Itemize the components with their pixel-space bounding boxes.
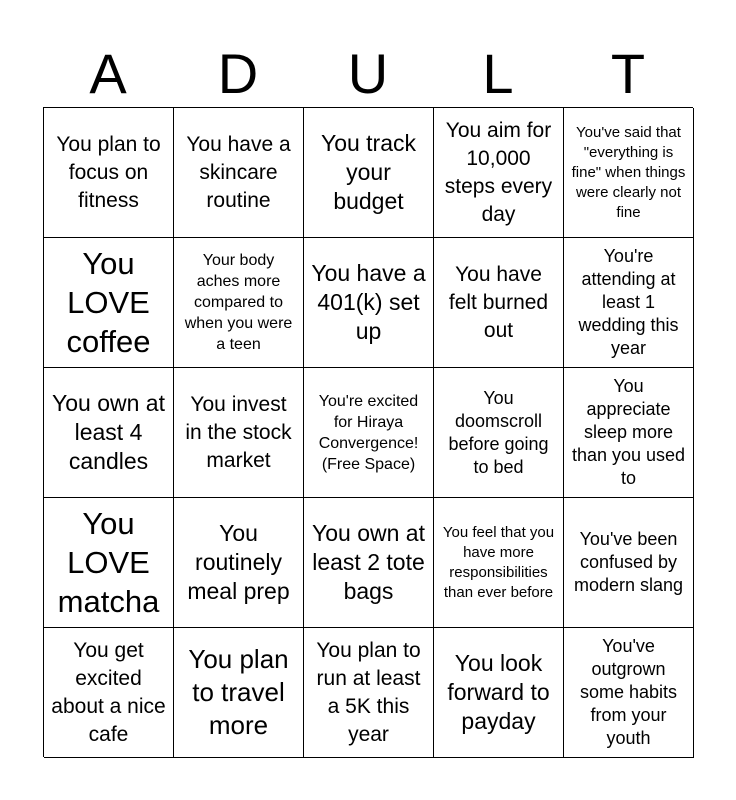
bingo-cell[interactable]: [44, 628, 174, 758]
bingo-cell[interactable]: [304, 498, 434, 628]
bingo-cell[interactable]: [434, 628, 564, 758]
bingo-cell[interactable]: [174, 238, 304, 368]
bingo-cell[interactable]: [564, 368, 694, 498]
bingo-cell[interactable]: [44, 238, 174, 368]
cell-text: You're excited for Hiraya Convergence! (Free Space): [318, 392, 419, 473]
cell-text: You appreciate sleep more than you used to: [571, 376, 686, 488]
bingo-cell[interactable]: [434, 108, 564, 238]
bingo-cell[interactable]: [564, 628, 694, 758]
bingo-cell[interactable]: [304, 238, 434, 368]
cell-text: You aim for 10,000 steps every day: [444, 118, 553, 226]
cell-text: You have a skincare routine: [186, 132, 291, 212]
cell-text: You LOVE coffee: [66, 246, 151, 359]
bingo-cell[interactable]: [304, 108, 434, 238]
cell-text: You have a 401(k) set up: [311, 260, 426, 344]
cell-text: You own at least 2 tote bags: [312, 520, 425, 604]
cell-text: Your body aches more compared to when you were a teen: [184, 252, 293, 353]
header-letter-d: D: [217, 42, 259, 105]
bingo-cell[interactable]: [44, 368, 174, 498]
header-letter-u: U: [347, 42, 389, 105]
bingo-cell[interactable]: [174, 498, 304, 628]
header-letter-a: A: [89, 42, 127, 105]
bingo-cell[interactable]: [44, 108, 174, 238]
bingo-cell[interactable]: [564, 108, 694, 238]
bingo-cell[interactable]: [44, 498, 174, 628]
bingo-cell[interactable]: [174, 368, 304, 498]
bingo-cell free-space[interactable]: [304, 368, 434, 498]
bingo-cell[interactable]: [174, 628, 304, 758]
cell-text: You plan to focus on fitness: [56, 132, 161, 212]
cell-text: You feel that you have more responsibilities than ever before: [442, 523, 555, 601]
header-letter-t: T: [610, 42, 646, 105]
cell-text: You track your budget: [320, 130, 417, 214]
cell-text: You've said that "everything is fine" when things were clearly not fine: [571, 123, 686, 221]
cell-text: You've been confused by modern slang: [573, 529, 684, 595]
bingo-header: [43, 40, 693, 108]
cell-text: You doomscroll before going to bed: [448, 387, 549, 477]
cell-text: You're attending at least 1 wedding this year: [578, 246, 679, 358]
bingo-cell[interactable]: [434, 368, 564, 498]
bingo-cell[interactable]: [304, 628, 434, 758]
cell-text: You plan to travel more: [188, 644, 289, 740]
cell-text: You plan to run at least a 5K this year: [316, 638, 421, 746]
cell-text: You look forward to payday: [447, 650, 550, 734]
bingo-cell[interactable]: [564, 238, 694, 368]
bingo-cell[interactable]: [174, 108, 304, 238]
cell-text: You get excited about a nice cafe: [51, 638, 166, 746]
cell-text: You have felt burned out: [448, 262, 549, 342]
bingo-cell[interactable]: [434, 498, 564, 628]
bingo-cell[interactable]: [564, 498, 694, 628]
header-letter-l: L: [482, 42, 514, 105]
cell-text: You own at least 4 candles: [52, 390, 165, 474]
cell-text: You've outgrown some habits from your youth: [579, 636, 678, 748]
cell-text: You LOVE matcha: [57, 506, 160, 619]
bingo-board: [43, 107, 693, 757]
cell-text: You routinely meal prep: [187, 520, 290, 604]
cell-text: You invest in the stock market: [185, 392, 292, 472]
bingo-cell[interactable]: [434, 238, 564, 368]
